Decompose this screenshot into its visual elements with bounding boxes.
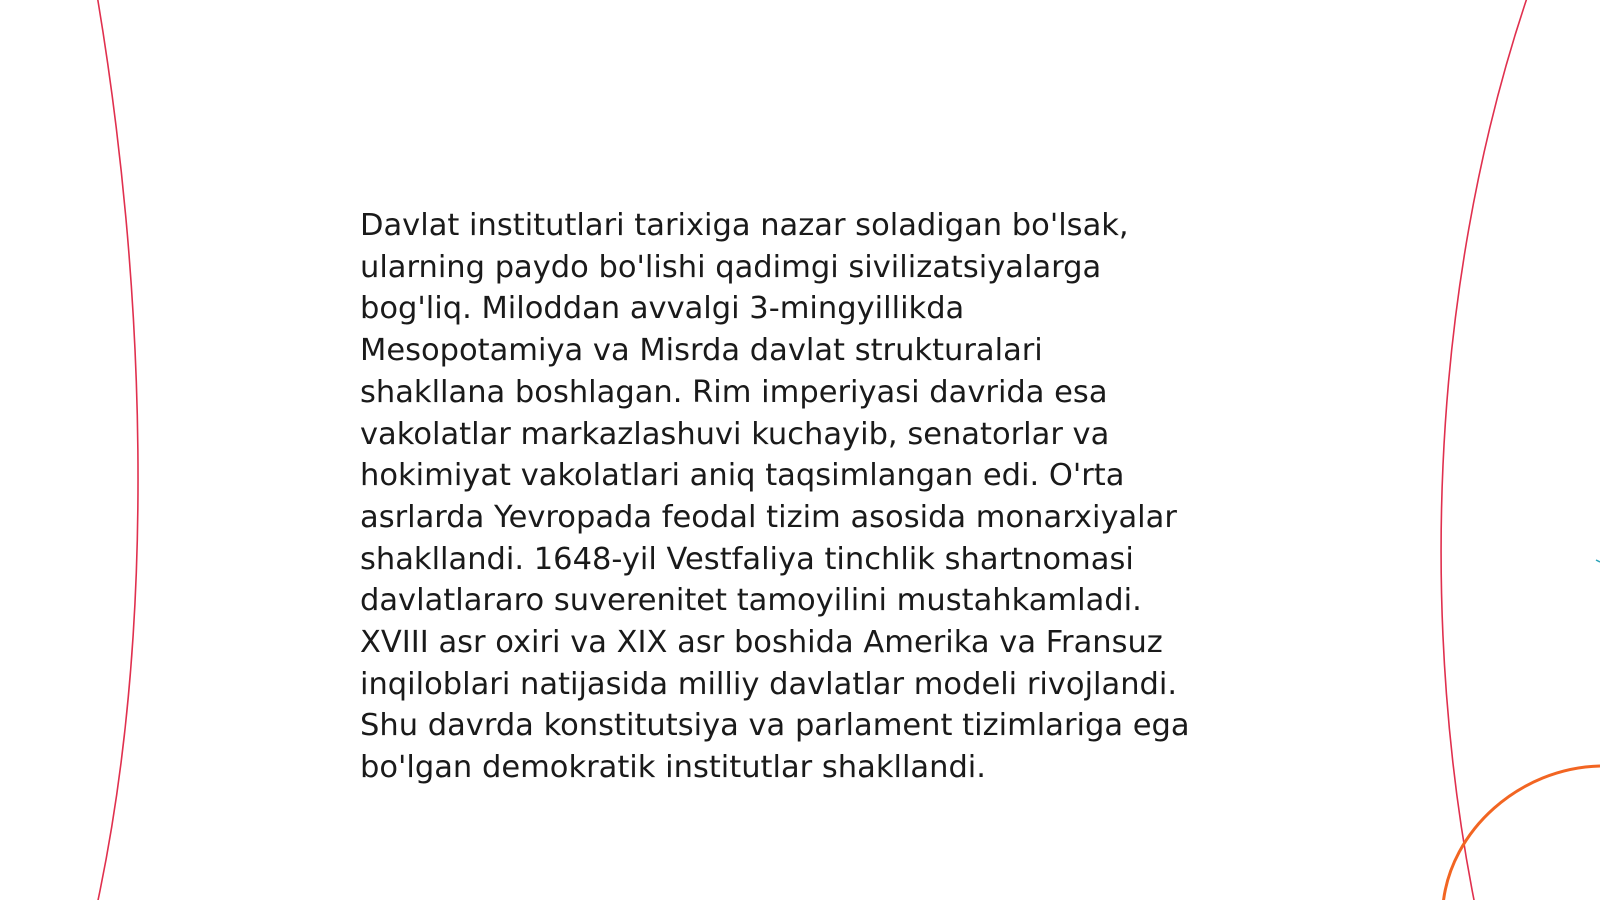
body-paragraph — [360, 205, 1260, 789]
body-line-6: vakolatlar markazlashuvi kuchayib, senatorlar va — [360, 416, 1110, 452]
body-line-3: bog'liq. Miloddan avvalgi 3-mingyillikda — [360, 291, 965, 327]
body-line-14: bo'lgan demokratik institutlar shakllandi. — [360, 750, 986, 786]
right-red-curve — [1441, 0, 1528, 900]
body-line-12: inqiloblari natijasida milliy davlatlar modeli rivojlandi. — [360, 666, 1178, 702]
left-red-curve — [97, 0, 138, 900]
teal-accent-mark — [1596, 560, 1600, 562]
body-line-2: ularning paydo bo'lishi qadimgi sivilizatsiyalarga — [360, 249, 1102, 285]
orange-circle-arc — [1443, 766, 1600, 900]
body-line-9: shakllandi. 1648-yil Vestfaliya tinchlik shartnomasi — [360, 541, 1134, 577]
body-line-10: davlatlararo suverenitet tamoyilini mustahkamladi. — [360, 583, 1142, 619]
body-line-1: Davlat institutlari tarixiga nazar soladigan bo'lsak, — [360, 208, 1129, 243]
body-line-7: hokimiyat vakolatlari aniq taqsimlangan edi. O'rta — [360, 458, 1125, 494]
body-line-13: Shu davrda konstitutsiya va parlament tizimlariga ega — [360, 708, 1190, 744]
body-line-5: shakllana boshlagan. Rim imperiyasi davrida esa — [360, 374, 1108, 410]
body-line-4: Mesopotamiya va Misrda davlat strukturalari — [360, 333, 1043, 369]
body-line-8: asrlarda Yevropada feodal tizim asosida monarxiyalar — [360, 499, 1177, 535]
body-line-11: XVIII asr oxiri va XIX asr boshida Amerika va Fransuz — [360, 625, 1163, 661]
